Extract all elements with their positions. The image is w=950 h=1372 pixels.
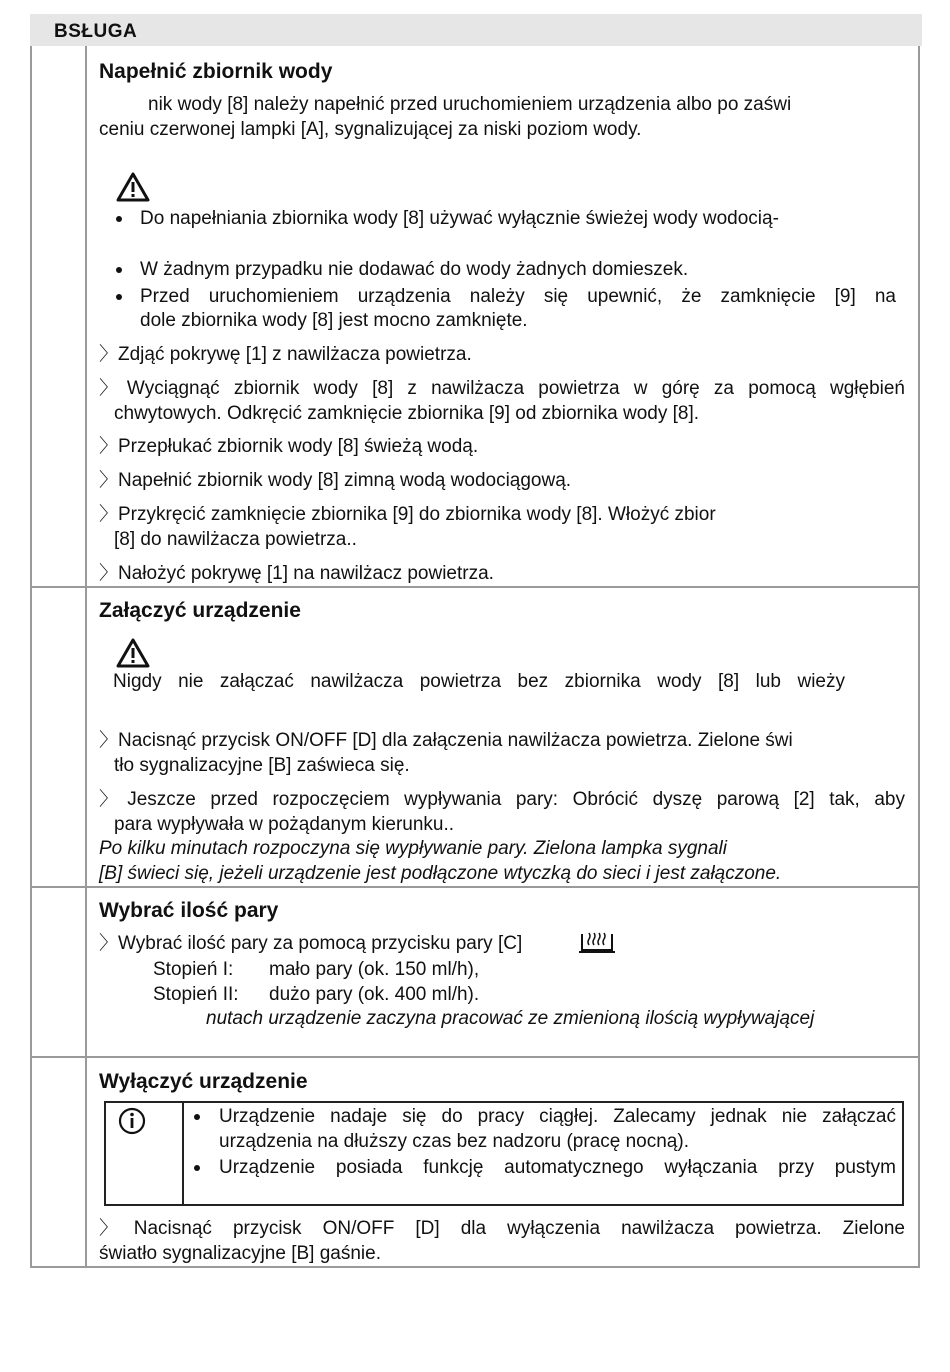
info-bullet: Urządzenie posiada funkcję automatycznego wyłączania przy pustym xyxy=(219,1157,896,1178)
warning-text: Nigdy nie załączać nawilżacza powietrza bez zbiornika wody [8] lub wieży xyxy=(113,671,845,692)
warning-bullet: W żadnym przypadku nie dodawać do wody żadnych domieszek. xyxy=(140,259,689,280)
warning-triangle-icon xyxy=(116,638,150,668)
bullet xyxy=(194,1165,200,1171)
warning-bullet: Do napełniania zbiornika wody [8] używać wyłącznie świeżej wody wodocią- xyxy=(140,208,779,229)
paragraph-line: ceniu czerwonej lampki [A], sygnalizującej za niski poziom wody. xyxy=(99,119,642,140)
steam-button-icon xyxy=(578,930,616,954)
level-value: mało pary (ok. 150 ml/h), xyxy=(269,959,480,980)
note-italic: Po kilku minutach rozpoczyna się wypływanie pary. Zielona lampka sygnali xyxy=(99,838,727,859)
table-border-left xyxy=(30,46,32,1268)
info-box-divider xyxy=(182,1101,184,1206)
instruction-step: 〉Jeszcze przed rozpoczęciem wypływania pary: Obrócić dyszę parową [2] tak, aby xyxy=(99,789,905,810)
section-title-switch-off: Wyłączyć urządzenie xyxy=(99,1070,308,1093)
bullet xyxy=(116,294,122,300)
instruction-step: 〉Przepłukać zbiornik wody [8] świeżą wodą. xyxy=(99,436,479,457)
instruction-step: 〉Nacisnąć przycisk ON/OFF [D] dla wyłączenia nawilżacza powietrza. Zielone xyxy=(99,1218,905,1239)
note-italic: [B] świeci się, jeżeli urządzenie jest podłączone wtyczką do sieci i jest załączone. xyxy=(99,863,782,884)
section-header-title: BSŁUGA xyxy=(54,21,138,42)
table-row-divider xyxy=(30,586,920,588)
instruction-step-continuation: chwytowych. Odkręcić zamknięcie zbiornika [9] od zbiornika wody [8]. xyxy=(114,403,700,424)
instruction-step-continuation: para wypływała w pożądanym kierunku.. xyxy=(114,814,455,835)
warning-bullet-continuation: dole zbiornika wody [8] jest mocno zamknięte. xyxy=(140,310,528,331)
paragraph-line: nik wody [8] należy napełnić przed uruchomieniem urządzenia albo po zaświ xyxy=(148,94,792,115)
level-label: Stopień I: xyxy=(153,959,234,980)
table-border-bottom xyxy=(30,1266,920,1268)
section-header xyxy=(30,14,922,46)
instruction-step: 〉Nałożyć pokrywę [1] na nawilżacz powietrza. xyxy=(99,563,494,584)
section-title-steam-amount: Wybrać ilość pary xyxy=(99,899,279,922)
info-circle-icon xyxy=(118,1107,146,1135)
instruction-step: 〉Wyciągnąć zbiornik wody [8] z nawilżacza powietrza w górę za pomocą wgłębień xyxy=(99,378,905,399)
instruction-step: 〉Zdjąć pokrywę [1] z nawilżacza powietrza. xyxy=(99,344,472,365)
bullet xyxy=(194,1114,200,1120)
level-label: Stopień II: xyxy=(153,984,239,1005)
instruction-step: 〉Nacisnąć przycisk ON/OFF [D] dla załączenia nawilżacza powietrza. Zielone świ xyxy=(99,730,793,751)
table-column-divider xyxy=(85,46,87,1268)
table-border-right xyxy=(918,46,920,1268)
bullet xyxy=(116,267,122,273)
table-row-divider xyxy=(30,886,920,888)
warning-triangle-icon xyxy=(116,172,150,202)
info-bullet-continuation: urządzenia na dłuższy czas bez nadzoru (pracę nocną). xyxy=(219,1131,689,1152)
instruction-step: 〉Napełnić zbiornik wody [8] zimną wodą wodociągową. xyxy=(99,470,572,491)
bullet xyxy=(116,216,122,222)
info-bullet: Urządzenie nadaje się do pracy ciągłej. Zalecamy jednak nie załączać xyxy=(219,1106,896,1127)
instruction-step: 〉Wybrać ilość pary za pomocą przycisku pary [C] xyxy=(99,933,523,954)
warning-bullet: Przed uruchomieniem urządzenia należy się upewnić, że zamknięcie [9] na xyxy=(140,286,896,307)
instruction-step: 〉Przykręcić zamknięcie zbiornika [9] do zbiornika wody [8]. Włożyć zbior xyxy=(99,504,716,525)
table-row-divider xyxy=(30,1056,920,1058)
instruction-step-continuation: tło sygnalizacyjne [B] zaświeca się. xyxy=(114,755,410,776)
note-italic: nutach urządzenie zaczyna pracować ze zmienioną ilością wypływającej xyxy=(206,1008,815,1029)
section-title-switch-on: Załączyć urządzenie xyxy=(99,599,301,622)
level-value: dużo pary (ok. 400 ml/h). xyxy=(269,984,480,1005)
instruction-step-continuation: [8] do nawilżacza powietrza.. xyxy=(114,529,357,550)
section-title-fill-tank: Napełnić zbiornik wody xyxy=(99,60,333,83)
instruction-step-continuation: światło sygnalizacyjne [B] gaśnie. xyxy=(99,1243,381,1264)
